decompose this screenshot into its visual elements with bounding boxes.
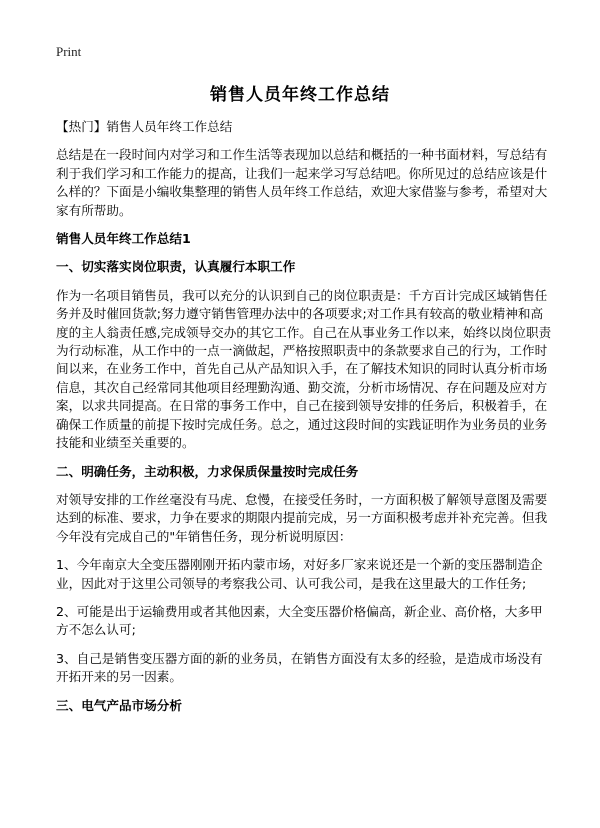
list-item-3: 3、自己是销售变压器方面的新的业务员，在销售方面没有太多的经验，是造成市场没有开拓开来的另一因素。 — [56, 650, 543, 685]
paragraph-2: 对领导安排的工作丝毫没有马虎、怠慢，在接受任务时，一方面积极了解领导意图及需要达到的标准、要求，力争在要求的期限内提前完成，另一方面积极考虑并补充完善。但我今年没有完成自己的"年销售任务，现分析说明原因： — [56, 491, 548, 544]
list-item-2: 2、可能是出于运输费用或者其他因素，大全变压器价格偏高，新企业、高价格，大多甲方不怎么认可; — [56, 603, 543, 638]
paragraph-1: 作为一名项目销售员，我可以充分的认识到自己的岗位职责是：千方百计完成区域销售任务并及时催回货款;努力遵守销售管理办法中的各项要求;对工作具有较高的敬业精神和高度的主人翁责任感,完成领导交办的其它工作。自己在从事业务工作以来，始终以岗位职责为行动标准，从工作中的一点一滴做起，严格按照职责中的条款要求自己的行为，工作时间以来，在业务工作中，首先自己从产品知识入手，在了解技术知识的同时认真分析市场信息，其次自己经常同其他项目经理勤沟通、勤交流，分析市场情况、存在问题及应对方案，以求共同提高。在日常的事务工作中，自己在接到领导安排的任务后，积极着手，在确保工作质量的前提下按时完成任务。总之，通过这段时间的实践证明作为业务员的业务技能和业绩至关重要的。 — [56, 287, 552, 451]
tag-line: 【热门】销售人员年终工作总结 — [56, 119, 233, 134]
heading-2: 二、明确任务，主动积极，力求保质保量按时完成任务 — [56, 463, 359, 479]
intro-paragraph: 总结是在一段时间内对学习和工作生活等表现加以总结和概括的一种书面材料，写总结有利于我们学习和工作能力的提高，让我们一起来学习写总结吧。你所见过的总结应该是什么样的？下面是小编收集整理的销售人员年终工作总结，欢迎大家借鉴与参考，希望对大家有所帮助。 — [56, 147, 548, 218]
section-title: 销售人员年终工作总结1 — [56, 231, 191, 247]
document-title: 销售人员年终工作总结 — [210, 85, 390, 105]
list-item-1: 1、今年南京大全变压器刚刚开拓内蒙市场，对好多厂家来说还是一个新的变压器制造企业，因此对于这里公司领导的考察我公司、认可我公司，是我在这里最大的工作任务; — [56, 557, 543, 591]
heading-3: 三、电气产品市场分析 — [56, 697, 182, 713]
document-body — [56, 118, 552, 715]
heading-1: 一、切实落实岗位职责，认真履行本职工作 — [56, 259, 296, 275]
print-link[interactable]: Print — [56, 44, 82, 59]
